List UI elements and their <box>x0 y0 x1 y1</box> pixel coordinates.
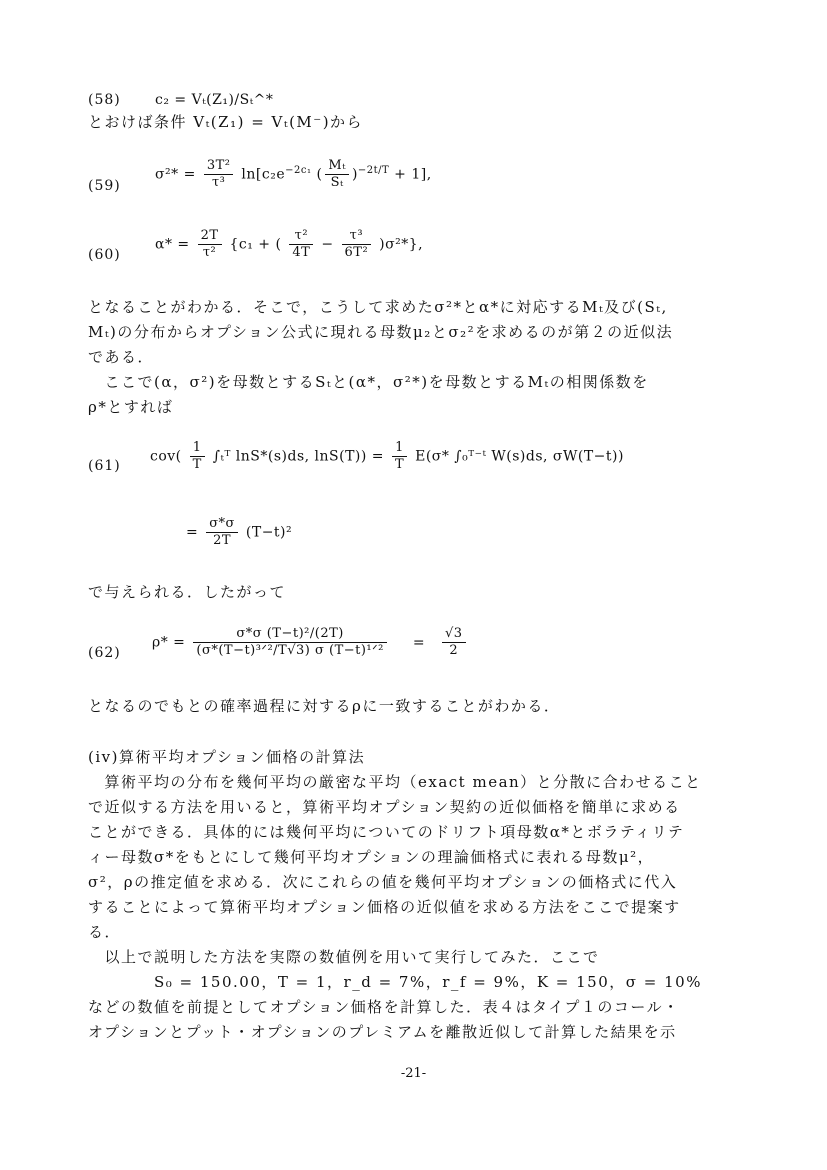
eq61b-f-num: σ*σ <box>206 516 238 533</box>
eq62-eq: = <box>412 634 426 651</box>
paragraph-1-line-2: Mₜ)の分布からオプション公式に現れる母数μ₂とσ₂²を求めるのが第２の近似法 <box>88 323 674 341</box>
paragraph-2-line-7: る． <box>88 923 122 941</box>
eq59-inner-fraction <box>325 158 349 191</box>
paragraph-2-line-5: σ²，ρの推定値を求める．次にこれらの値を幾何平均オプションの価格式に代入 <box>88 873 678 891</box>
eq60-a: {c₁ + ( <box>229 236 282 253</box>
eq59-coef-den: τ³ <box>211 175 226 190</box>
eq60-lhs: α* = <box>155 236 190 253</box>
equation-61 <box>150 440 624 473</box>
eq62-r-den: 2 <box>449 643 459 658</box>
eq61-fraction-1 <box>190 440 205 473</box>
eq60-coef-num: 2T <box>198 228 222 245</box>
eq60-f2-num: τ³ <box>342 228 372 245</box>
eq60-f2-den: 6T² <box>344 245 369 260</box>
eq60-minus: − <box>321 236 334 253</box>
eq60-fraction-1 <box>289 228 313 261</box>
eq60-coef-den: τ² <box>202 245 217 260</box>
eq62-result-fraction <box>442 626 466 659</box>
section-heading: (iv)算術平均オプション価格の計算法 <box>88 748 366 766</box>
eq60-f1-den: 4T <box>292 245 311 260</box>
equation-number-59: (59) <box>88 178 121 194</box>
equation-number-60: (60) <box>88 247 121 263</box>
eq61-f-den: T <box>192 457 202 472</box>
equation-58: c₂ = Vₜ(Z₁)/Sₜ^* <box>155 92 274 108</box>
eq61-c: E(σ* ∫₀ᵀ⁻ᵗ W(s)ds, σW(T−t)) <box>415 448 624 465</box>
eq61-fraction-2 <box>392 440 407 473</box>
equation-number-61: (61) <box>88 458 121 474</box>
text-line-given-by: で与えられる．したがって <box>88 583 287 601</box>
eq62-lhs: ρ* = <box>152 634 186 651</box>
eq61-g-num: 1 <box>392 440 407 457</box>
eq60-coef-fraction <box>198 228 222 261</box>
paragraph-2-line-6: することによって算術平均オプション価格の近似値を求める方法をここで提案す <box>88 898 681 916</box>
eq61b-fraction <box>206 516 238 549</box>
paragraph-1-line-3: である． <box>88 348 155 366</box>
equation-number-62: (62) <box>88 645 121 661</box>
eq59-mid: ln[c₂e <box>241 166 286 183</box>
eq59-inner-num: Mₜ <box>325 158 349 175</box>
eq60-f1-num: τ² <box>289 228 313 245</box>
eq62-f-den: (σ*(T−t)³ᐟ²/T√3) σ (T−t)¹ᐟ² <box>196 643 384 658</box>
page-number: -21- <box>400 1066 427 1081</box>
equation-61-continued <box>186 516 292 549</box>
paragraph-2-line-9-parameters: S₀ = 150.00，T = 1，r_d = 7%，r_f = 9%，K = 150，σ = 10% <box>88 973 702 991</box>
paragraph-1-line-1: となることがわかる．そこで，こうして求めたσ²*とα*に対応するMₜ及び(Sₜ, <box>88 298 668 316</box>
eq60-tail: )σ²*}, <box>379 236 424 253</box>
paragraph-2-line-10: などの数値を前提としてオプション価格を計算した．表４はタイプ１のコール・ <box>88 998 680 1016</box>
eq61b-f-den: 2T <box>213 533 232 548</box>
equation-59: σ²* = $\frac{\text{3T²}}{\text{τ³}}$ $\ln[c_2e^{-2c_1}$ ( $\frac{\text{Mₜ}}{\text{Sₜ}}$ )$^{-2t/T}$ + 1], <box>155 158 432 190</box>
eq62-fraction <box>193 626 386 659</box>
eq61-f-num: 1 <box>190 440 205 457</box>
eq59-tail: + 1], <box>394 166 432 183</box>
paragraph-2-line-1: 算術平均の分布を幾何平均の厳密な平均（exact mean）と分散に合わせること <box>88 773 702 791</box>
text-line-coincides: となるのでもとの確率過程に対するρに一致することがわかる． <box>88 697 561 715</box>
equation-number-58: (58) <box>88 92 121 108</box>
eq59-coef-num: 3T² <box>204 158 234 175</box>
text-line-condition: とおけば条件 Vₜ(Z₁) = Vₜ(M⁻)から <box>88 113 364 131</box>
eq61-g-den: T <box>394 457 405 472</box>
eq62-r-num: √3 <box>442 626 466 643</box>
eq59-exponent-2: −2t/T <box>357 164 390 176</box>
paragraph-2-line-8: 以上で説明した方法を実際の数値例を用いて実行してみた．ここで <box>88 948 600 966</box>
eq60-fraction-2 <box>342 228 372 261</box>
paragraph-2-line-3: ことができる．具体的には幾何平均についてのドリフト項母数α*とボラティリテ <box>88 823 685 841</box>
eq59-inner-den: Sₜ <box>330 175 344 190</box>
paragraph-1-line-4: ここで(α，σ²)を母数とするSₜと(α*，σ²*)を母数とするMₜの相関係数を <box>88 373 649 391</box>
eq61-a: cov( <box>150 448 182 465</box>
equation-62 <box>152 626 469 659</box>
eq61b-eq: = <box>186 524 199 541</box>
paragraph-2-line-4: ィー母数σ*をもとにして幾何平均オプションの理論価格式に表れる母数μ²， <box>88 848 655 866</box>
eq61-b: ∫ₜᵀ lnS*(s)ds, lnS(T)) = <box>212 448 385 465</box>
paragraph-1-line-5: ρ*とすれば <box>88 398 174 416</box>
paragraph-2-line-2: で近似する方法を用いると，算術平均オプション契約の近似価格を簡単に求める <box>88 798 681 816</box>
eq59-coef-fraction <box>204 158 234 191</box>
eq59-exponent: −2c₁ <box>285 164 312 176</box>
paragraph-2-line-11: オプションとプット・オプションのプレミアムを離散近似して計算した結果を示 <box>88 1023 677 1041</box>
equation-60 <box>155 228 423 261</box>
eq61b-tail: (T−t)² <box>245 524 293 541</box>
eq62-f-num: σ*σ (T−t)²/(2T) <box>193 626 386 643</box>
eq59-lhs: σ²* = <box>155 166 196 183</box>
